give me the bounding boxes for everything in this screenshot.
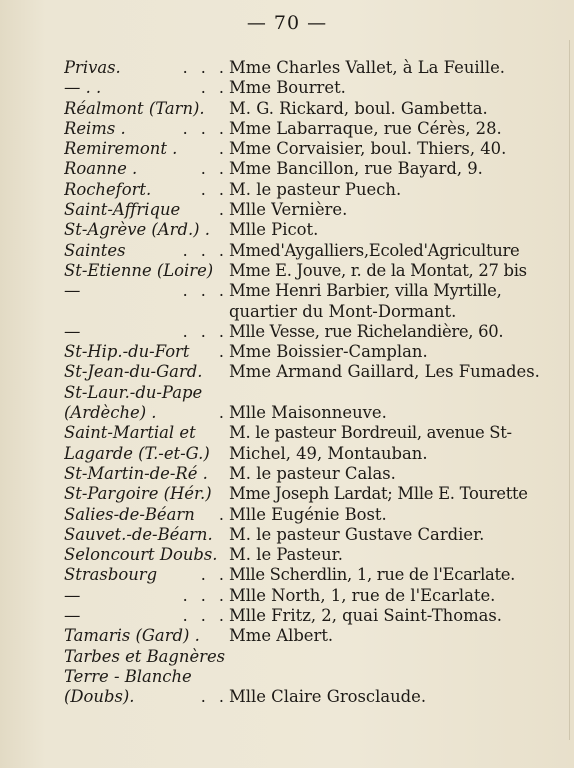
list-item [0, 403, 574, 423]
place-name: St-Pargoire (Hér.) [64, 484, 212, 504]
leader-dots: . . [200, 78, 228, 98]
contact-name: Mlle North, 1, rue de l'Ecarlate. [229, 585, 496, 605]
contact-name: Mlle Scherdlin, 1, rue de l'Ecarlate. [229, 565, 516, 585]
leader-dots: . . . [182, 321, 228, 341]
place-name: Tarbes et Bagnères [64, 646, 226, 666]
place-name: St-Etienne (Loire) [64, 260, 214, 280]
leader-dots: . [218, 200, 228, 220]
place-name: Rochefort. [64, 179, 152, 199]
leader-dots: . . [200, 179, 228, 199]
list-item [0, 261, 574, 281]
place-name: Privas. [64, 58, 121, 77]
contact-name: Mme Albert. [229, 626, 334, 646]
place-name: Sauvet.-de-Béarn. [64, 524, 213, 544]
place-name: — [64, 321, 81, 341]
place-name: St-Laur.-du-Pape [64, 382, 203, 402]
list-item [0, 241, 574, 261]
contact-name: M. le pasteur Gustave Cardier. [229, 524, 485, 544]
leader-dots: . [218, 504, 228, 524]
list-item [0, 606, 574, 626]
contact-name: Mme Henri Barbier, villa Myrtille, [229, 281, 502, 301]
contact-name: quartier du Mont-Dormant. [229, 301, 457, 321]
list-item [0, 565, 574, 585]
contact-name: Mlle Claire Grosclaude. [229, 687, 427, 707]
place-name: Saintes [64, 240, 126, 260]
list-item [0, 423, 574, 443]
leader-dots: . . . [182, 585, 228, 605]
contact-name: Mlle Maisonneuve. [229, 403, 387, 423]
list-item [0, 362, 574, 382]
contact-name: Mme Corvaisier, boul. Thiers, 40. [229, 139, 507, 159]
place-name: — [64, 585, 81, 605]
list-item [0, 78, 574, 98]
list-item [0, 647, 574, 667]
contact-name: Mme Boissier-Camplan. [229, 342, 428, 362]
contact-name: M. G. Rickard, boul. Gambetta. [229, 98, 488, 118]
leader-dots: . [218, 342, 228, 362]
list-item [0, 342, 574, 362]
list-item [0, 444, 574, 464]
place-name: Réalmont (Tarn). [64, 98, 205, 118]
leader-dots: . [218, 139, 228, 159]
place-name: St-Agrève (Ard.) . [64, 220, 210, 240]
leader-dots: . . . [182, 118, 228, 138]
place-name: Roanne . [64, 159, 138, 179]
contact-name: Mme Charles Vallet, à La Feuille. [229, 58, 506, 77]
place-name: (Doubs). [64, 687, 135, 707]
place-name: Strasbourg [64, 565, 158, 585]
list-item [0, 180, 574, 200]
place-name: (Ardèche) . [64, 403, 157, 423]
place-name: Seloncourt Doubs. [64, 545, 218, 565]
page-edge-line [569, 40, 570, 740]
list-item [0, 687, 574, 707]
contact-name: Mmed'Aygalliers,Ecoled'Agriculture [229, 240, 520, 260]
place-name: St-Hip.-du-Fort [64, 342, 190, 362]
leader-dots: . . [200, 687, 228, 707]
contact-name: Mlle Vernière. [229, 200, 348, 220]
list-item [0, 99, 574, 119]
contact-name: Mme Labarraque, rue Cérès, 28. [229, 118, 502, 138]
contact-name: Mlle Eugénie Bost. [229, 504, 387, 524]
list-item [0, 484, 574, 504]
contact-name: Michel, 49, Montauban. [229, 443, 428, 463]
contact-name: M. le pasteur Bordreuil, avenue St- [229, 423, 512, 443]
leader-dots: . . . [182, 240, 228, 260]
list-item [0, 667, 574, 687]
contact-name: Mme Armand Gaillard, Les Fumades. [229, 362, 540, 382]
leader-dots: . . . [182, 281, 228, 301]
contact-name: Mme Bancillon, rue Bayard, 9. [229, 159, 483, 179]
list-item [0, 58, 574, 78]
contact-name: Mlle Vesse, rue Richelandière, 60. [229, 321, 504, 341]
place-name: Remiremont . [64, 139, 178, 159]
list-item [0, 302, 574, 322]
contact-name: Mme Bourret. [229, 78, 346, 98]
place-name: — . . [64, 78, 102, 98]
leader-dots: . . . [182, 58, 228, 77]
contact-name: M. le pasteur Calas. [229, 463, 396, 483]
list-item [0, 119, 574, 139]
list-item [0, 626, 574, 646]
place-name: — [64, 281, 81, 301]
list-item [0, 200, 574, 220]
leader-dots: . . [200, 565, 228, 585]
place-name: — [64, 606, 81, 626]
contact-name: Mlle Picot. [229, 220, 319, 240]
list-item [0, 505, 574, 525]
list-item [0, 383, 574, 403]
place-name: Tamaris (Gard) . [64, 626, 200, 646]
contact-name: Mlle Fritz, 2, quai Saint-Thomas. [229, 606, 503, 626]
place-name: St-Martin-de-Ré . [64, 463, 208, 483]
list-item [0, 322, 574, 342]
place-name: Lagarde (T.-et-G.) [64, 443, 210, 463]
directory-list [0, 58, 574, 708]
leader-dots: . [218, 403, 228, 423]
place-name: Reims . [64, 118, 126, 138]
place-name: St-Jean-du-Gard. [64, 362, 203, 382]
place-name: Salies-de-Béarn [64, 504, 195, 524]
leader-dots: . . . [182, 606, 228, 626]
list-item [0, 220, 574, 240]
list-item [0, 464, 574, 484]
place-name: Terre - Blanche [64, 666, 192, 686]
list-item [0, 525, 574, 545]
contact-name: M. le Pasteur. [229, 545, 343, 565]
contact-name: M. le pasteur Puech. [229, 179, 402, 199]
list-item [0, 159, 574, 179]
contact-name: Mme E. Jouve, r. de la Montat, 27 bis [229, 260, 527, 280]
list-item [0, 139, 574, 159]
place-name: Saint-Affrique [64, 200, 181, 220]
contact-name: Mme Joseph Lardat; Mlle E. Tourette [229, 484, 528, 504]
list-item [0, 586, 574, 606]
list-item [0, 545, 574, 565]
list-item [0, 281, 574, 301]
page-number: — 70 — [246, 12, 328, 34]
place-name: Saint-Martial et [64, 423, 196, 443]
leader-dots: . . [200, 159, 228, 179]
